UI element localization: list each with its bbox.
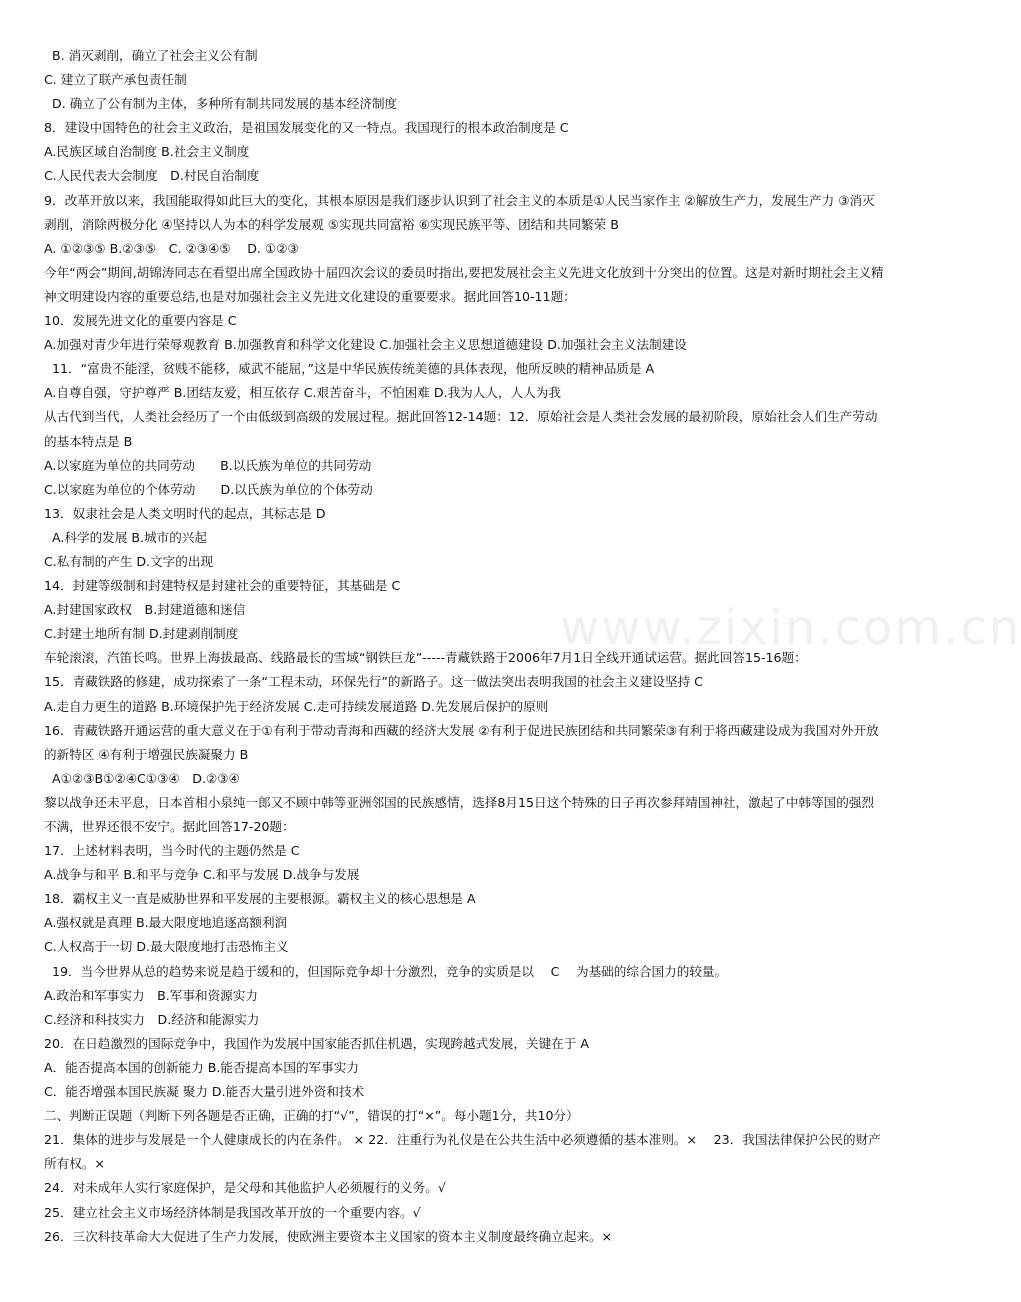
text-line: A．能否提高本国的创新能力 B.能否提高本国的军事实力 [44,1059,359,1075]
question-18: 18．霸权主义一直是威胁世界和平发展的主要根源。霸权主义的核心思想是 A [44,891,476,907]
text-line: A.民族区域自治制度 B.社会主义制度 [44,144,250,160]
question-9: 9．改革开放以来，我国能取得如此巨大的变化，其根本原因是我们逐步认识到了社会主义的本质是①人民当家作主 ②解放生产力，发展生产力 ③消灭剥削，消除两极分化 ④坚持以人为本的科学发展观 ⑤实现共同富裕 ⑥实现民族平等、团结和共同繁荣 B [44,192,875,232]
question-8: 8．建设中国特色的社会主义政治，是祖国发展变化的又一特点。我国现行的根本政治制度是 C [44,120,569,136]
watermark: www.zixin.com.cn [560,600,1021,656]
text-line: A.战争与和平 B.和平与竞争 C.和平与发展 D.战争与发展 [44,867,360,883]
question-13: 13．奴隶社会是人类文明时代的起点，其标志是 D [44,505,326,521]
section-heading-true-false: 二、判断正误题（判断下列各题是否正确，正确的打“√”，错误的打“×”。每小题1分，共10分） [44,1108,579,1124]
text-line: C.私有制的产生 D.文字的出现 [44,553,214,569]
passage-15-16: 车轮滚滚，汽笛长鸣。世界上海拔最高、线路最长的雪域“钢铁巨龙”-----青藏铁路于2006年7月1日全线开通试运营。据此回答15-16题： [44,650,807,666]
question-20: 20．在日趋激烈的国际竞争中，我国作为发展中国家能否抓住机遇，实现跨越式发展，关键在于 A [44,1035,589,1051]
text-line: D. 确立了公有制为主体，多种所有制共同发展的基本经济制度 [52,96,398,112]
text-line: A.封建国家政权 B.封建道德和迷信 [44,602,246,618]
text-line: C．能否增强本国民族凝 聚力 D.能否大量引进外资和技术 [44,1084,365,1100]
text-line: C.人权高于一切 D.最大限度地打击恐怖主义 [44,939,289,955]
document-body [44,44,884,1249]
question-16: 16．青藏铁路开通运营的重大意义在于①有利于带动青海和西藏的经济大发展 ②有利于促进民族团结和共同繁荣③有利于将西藏建设成为我国对外开放的新特区 ④有利于增强民族凝聚力 B [44,722,879,762]
questions-21-23: 21．集体的进步与发展是一个人健康成长的内在条件。 × 22．注重行为礼仪是在公共生活中必须遵循的基本准则。× 23．我国法律保护公民的财产所有权。× [44,1132,881,1172]
text-line: A.强权就是真理 B.最大限度地追逐高额利润 [44,915,288,931]
question-11: 11．“富贵不能淫，贫贱不能移，威武不能屈，”这是中华民族传统美德的具体表现，他所反映的精神品质是 A [52,361,655,377]
question-19: 19．当今世界从总的趋势来说是趋于缓和的，但国际竞争却十分激烈，竞争的实质是以 C 为基础的综合国力的较量。 [52,963,728,979]
question-25: 25．建立社会主义市场经济体制是我国改革开放的一个重要内容。√ [44,1204,421,1220]
passage-10-11: 今年“两会”期间,胡锦涛同志在看望出席全国政协十届四次会议的委员时指出,要把发展社会主义先进文化放到十分突出的位置。这是对新时期社会主义精神文明建设内容的重要总结,也是对加强社会主义先进文化建设的重要要求。据此回答10-11题： [44,264,884,304]
text-line: A①②③B①②④C①③④ D.②③④ [52,770,240,786]
text-line: C.以家庭为单位的个体劳动 D.以氏族为单位的个体劳动 [44,481,373,497]
text-line: A. ①②③⑤ B.②③⑤ C. ②③④⑤ D. ①②③ [44,240,299,256]
passage-12-14: 从古代到当代，人类社会经历了一个由低级到高级的发展过程。据此回答12-14题：12．原始社会是人类社会发展的最初阶段，原始社会人们生产劳动的基本特点是 B [44,409,878,449]
question-10: 10．发展先进文化的重要内容是 C [44,313,237,329]
question-17: 17．上述材料表明，当今时代的主题仍然是 C [44,843,300,859]
text-line: C. 建立了联产承包责任制 [44,72,187,88]
question-26: 26．三次科技革命大大促进了生产力发展，使欧洲主要资本主义国家的资本主义制度最终确立起来。× [44,1228,613,1244]
text-line: C.经济和科技实力 D.经济和能源实力 [44,1011,260,1027]
text-line: B. 消灭剥削，确立了社会主义公有制 [52,48,258,63]
text-line: A.走自力更生的道路 B.环境保护先于经济发展 C.走可持续发展道路 D.先发展后保护的原则 [44,698,549,714]
question-14: 14．封建等级制和封建特权是封建社会的重要特征，其基础是 C [44,578,401,594]
text-line: A.加强对青少年进行荣辱观教育 B.加强教育和科学文化建设 C.加强社会主义思想道德建设 D.加强社会主义法制建设 [44,337,687,353]
text-line: A.以家庭为单位的共同劳动 B.以氏族为单位的共同劳动 [44,457,372,473]
question-24: 24．对未成年人实行家庭保护，是父母和其他监护人必须履行的义务。√ [44,1180,446,1196]
text-line: C.人民代表大会制度 D.村民自治制度 [44,168,260,184]
text-line: A.自尊自强，守护尊严 B.团结友爱，相互依存 C.艰苦奋斗，不怕困难 D.我为人人，人人为我 [44,385,561,401]
question-15: 15．青藏铁路的修建，成功探索了一条“工程未动，环保先行”的新路子。这一做法突出表明我国的社会主义建设坚持 C [44,674,703,690]
text-line: C.封建土地所有制 D.封建剥削制度 [44,626,239,642]
text-line: A.科学的发展 B.城市的兴起 [52,529,207,545]
passage-17-20: 黎以战争还未平息，日本首相小泉纯一郎又不顾中韩等亚洲邻国的民族感情，选择8月15日这个特殊的日子再次参拜靖国神社，激起了中韩等国的强烈不满，世界还很不安宁。据此回答17-20题： [44,794,875,834]
text-line: A.政治和军事实力 B.军事和资源实力 [44,987,258,1003]
